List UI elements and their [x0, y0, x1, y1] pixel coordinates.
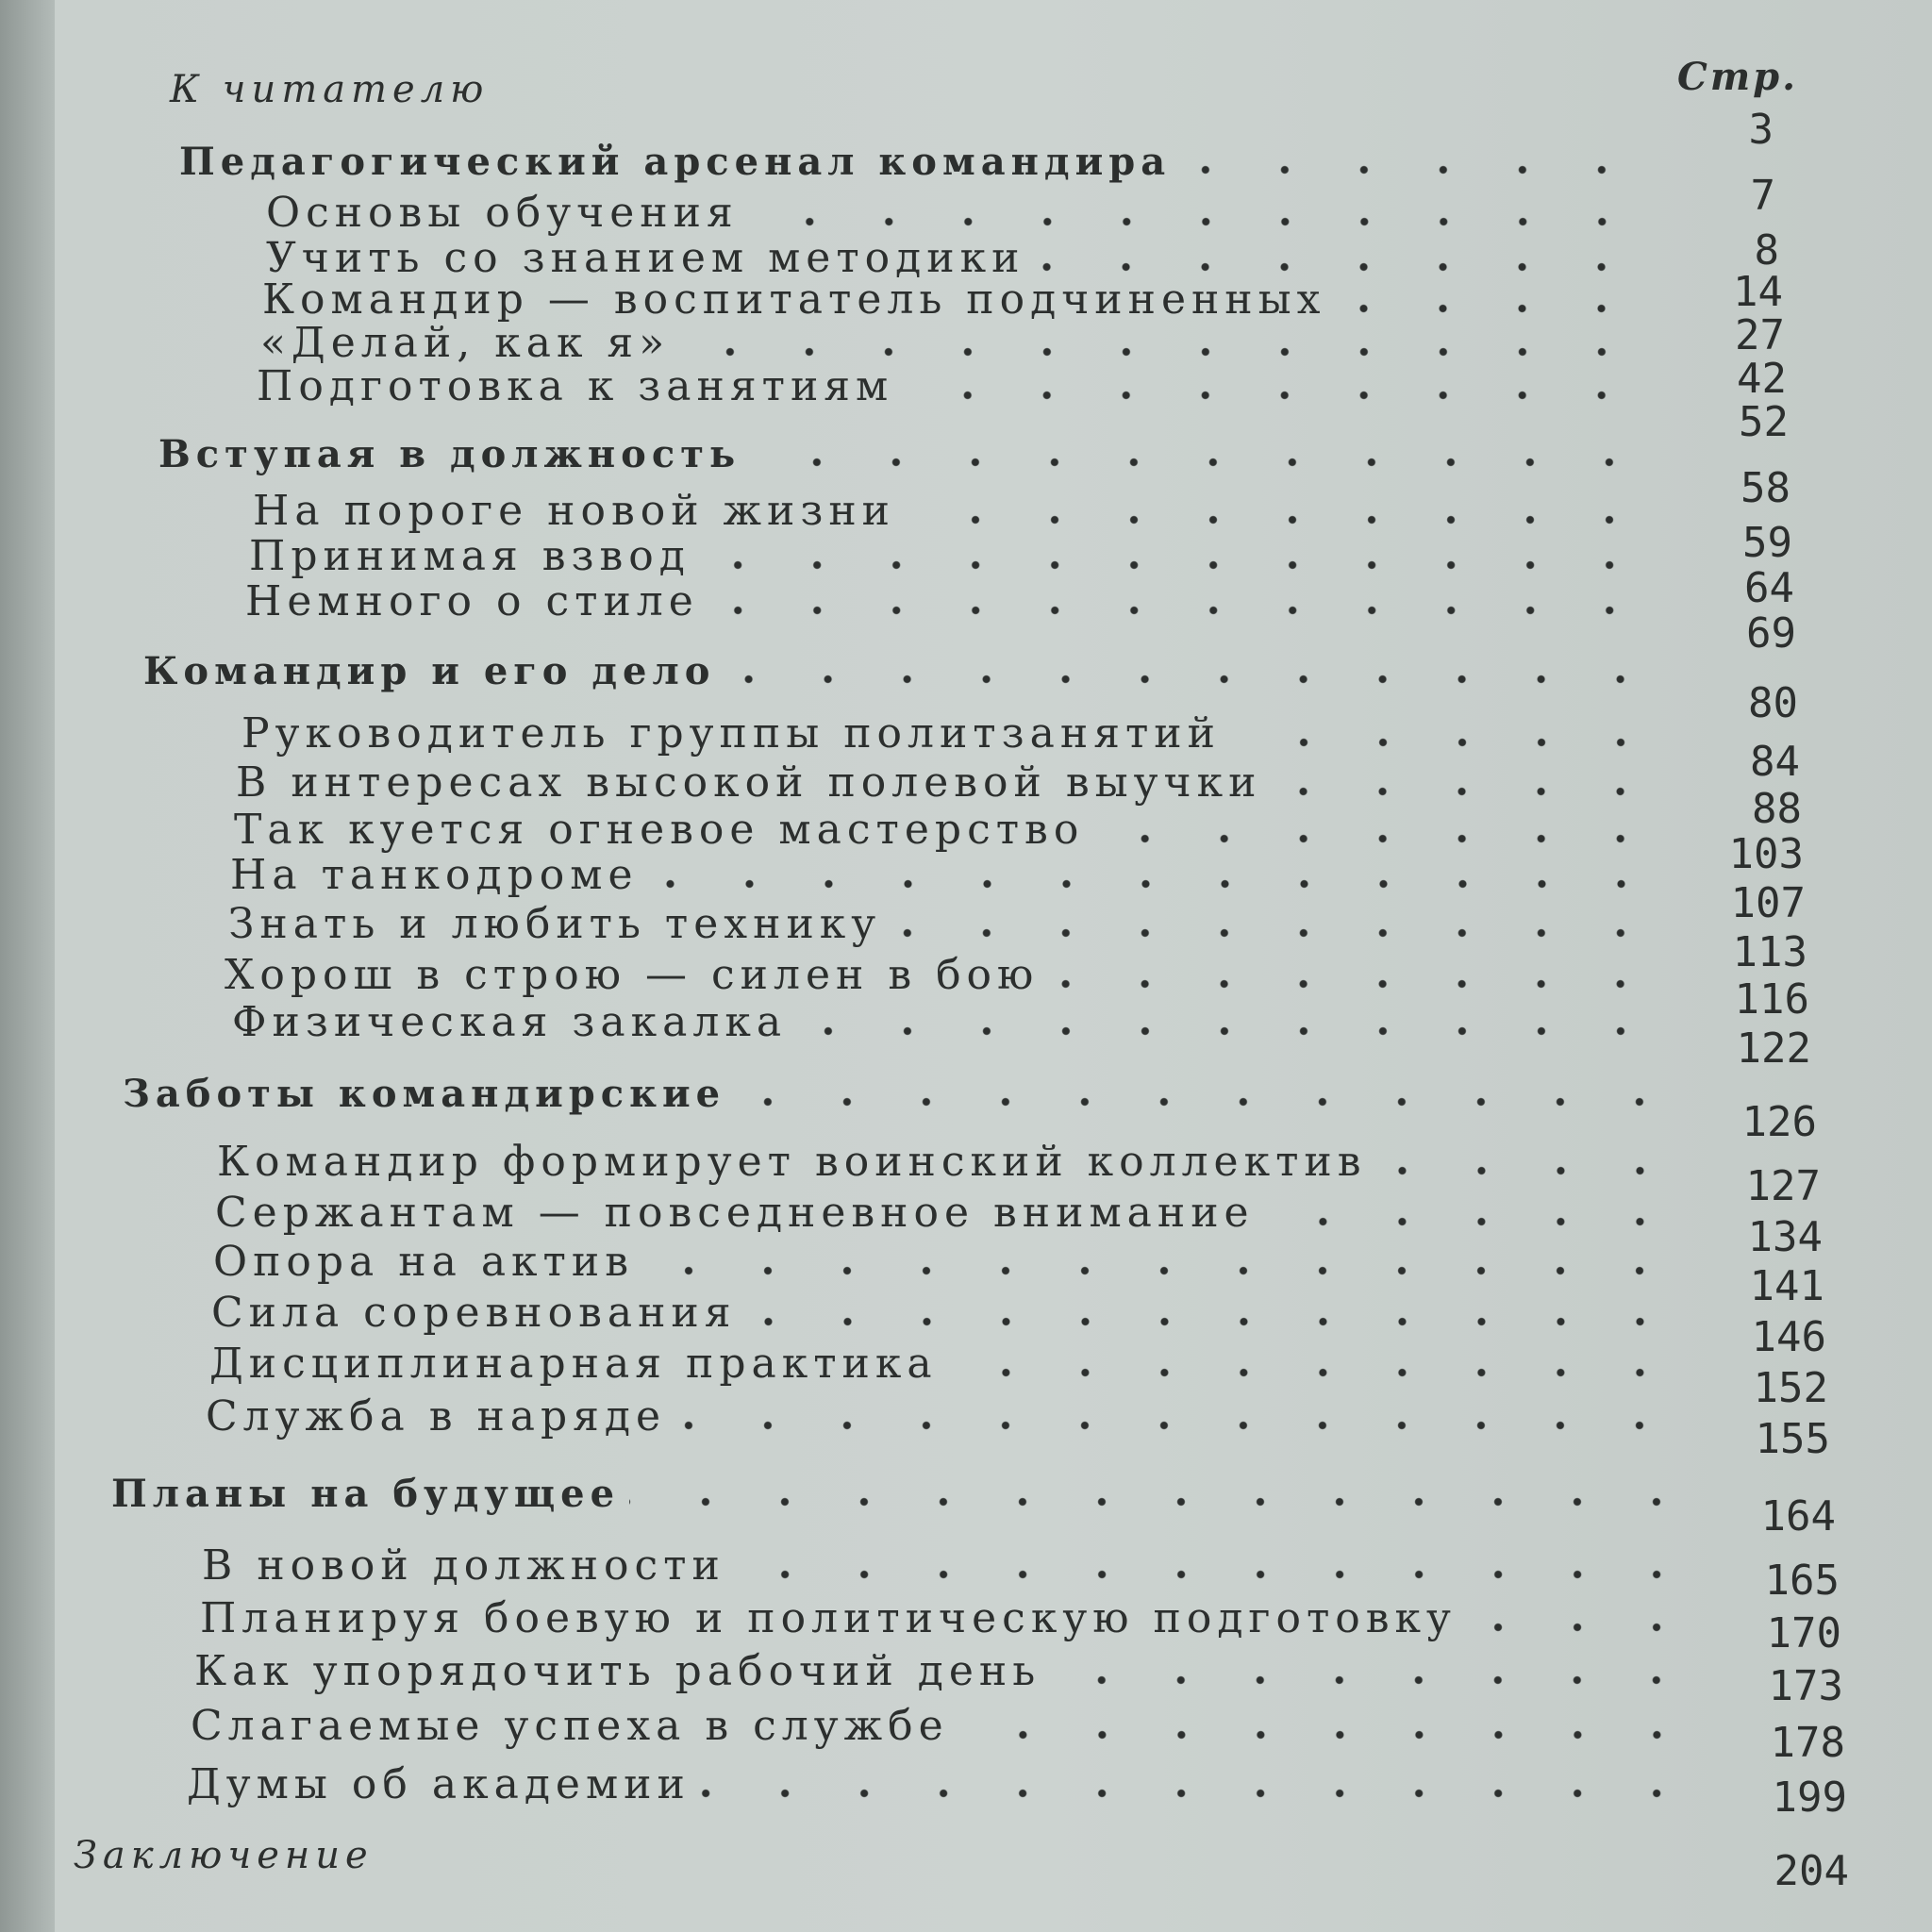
dot-leader — [750, 458, 1649, 467]
toc-section — [234, 806, 1670, 854]
toc-entry-title: На пороге новой жизни — [253, 487, 895, 535]
toc-section — [245, 577, 1658, 625]
toc-section — [257, 362, 1651, 410]
page-number: 103 — [1728, 830, 1804, 878]
page-number: 165 — [1764, 1557, 1840, 1605]
dot-leader — [675, 1421, 1679, 1430]
toc-chapter — [179, 140, 1651, 184]
dot-leader — [643, 1266, 1679, 1275]
page-number: 155 — [1755, 1415, 1830, 1463]
toc-section — [202, 1541, 1706, 1590]
dot-leader — [891, 928, 1660, 938]
page-number: 199 — [1772, 1774, 1847, 1822]
dot-leader — [700, 560, 1649, 570]
page-number: 27 — [1735, 311, 1785, 359]
toc-entry-title: Хорош в строю — силен в бою — [225, 951, 1040, 999]
toc-chapter — [158, 432, 1658, 476]
dot-leader — [1048, 979, 1660, 989]
page-number: 127 — [1745, 1162, 1821, 1210]
toc-entry-title: Опора на актив — [213, 1238, 634, 1286]
toc-section — [187, 1760, 1706, 1808]
page-number: 173 — [1768, 1662, 1843, 1710]
page-number: 69 — [1746, 609, 1796, 658]
toc-section — [200, 1594, 1706, 1642]
toc-entry-title: Сержантам — повседневное внимание — [215, 1189, 1255, 1237]
toc-entry-title: Физическая закалка — [232, 998, 788, 1046]
toc-chapter — [143, 649, 1670, 693]
toc-section — [232, 998, 1670, 1046]
toc-section — [217, 1138, 1689, 1186]
page-number: 3 — [1748, 106, 1774, 154]
dot-leader — [1264, 1217, 1679, 1226]
page-number: 170 — [1766, 1609, 1841, 1657]
toc-chapter — [123, 1072, 1689, 1116]
dot-leader — [629, 1497, 1696, 1507]
toc-section — [194, 1647, 1706, 1695]
page-number: 64 — [1744, 564, 1794, 612]
page-number: 134 — [1747, 1213, 1823, 1261]
toc-entry-title: На танкодроме — [230, 851, 639, 899]
page-number: 204 — [1774, 1847, 1849, 1895]
dot-leader — [746, 1317, 1679, 1326]
page-number: 122 — [1736, 1024, 1811, 1073]
toc-section — [213, 1238, 1689, 1286]
dot-leader — [947, 1368, 1679, 1377]
dot-leader — [748, 217, 1641, 226]
dot-leader — [735, 1570, 1696, 1579]
toc-entry-title: Дисциплинарная практика — [209, 1340, 938, 1388]
toc-entry-title: Принимая взвод — [249, 532, 691, 580]
toc-entry-title: Думы об академии — [187, 1760, 691, 1808]
page-number: 14 — [1733, 268, 1783, 316]
toc-section — [262, 275, 1651, 324]
toc-section — [242, 709, 1670, 758]
page-number: 88 — [1752, 785, 1802, 833]
dot-leader — [1271, 787, 1660, 796]
dot-leader — [648, 879, 1661, 889]
toc-entry-title: Заключение — [74, 1834, 374, 1877]
dot-leader — [905, 515, 1649, 525]
page-number: 116 — [1734, 975, 1809, 1024]
toc-section — [253, 487, 1658, 535]
toc-section — [211, 1289, 1689, 1337]
toc-entry-title: Знать и любить технику — [228, 900, 882, 948]
toc-entry-title: Слагаемые успеха в службе — [191, 1702, 949, 1750]
page-number: 58 — [1740, 464, 1790, 512]
toc-entry-title: Учить со знанием методики — [266, 234, 1025, 282]
page-number: 126 — [1741, 1098, 1817, 1146]
dot-leader — [796, 1026, 1660, 1036]
toc-entry-title: Сила соревнования — [211, 1289, 737, 1337]
toc-section — [260, 319, 1651, 367]
toc-entry-title: Немного о стиле — [245, 577, 699, 625]
toc-entry-title: Так куется огневое мастерство — [234, 806, 1085, 854]
toc-entry-title: Планы на будущее — [111, 1472, 621, 1516]
toc-entry-conclusion — [74, 1834, 1206, 1877]
page-number: 84 — [1750, 738, 1800, 786]
page-number: 152 — [1753, 1364, 1828, 1412]
page-column-header: Стр. — [1677, 55, 1799, 99]
toc-entry-title: Основы обучения — [266, 189, 739, 237]
toc-entry-title: Командир — воспитатель подчиненных — [262, 275, 1326, 324]
toc-entry-title: Вступая в должность — [158, 432, 741, 476]
toc-section — [230, 851, 1670, 899]
toc-section — [215, 1189, 1689, 1237]
toc-section — [266, 189, 1651, 237]
toc-entry-title: Служба в наряде — [206, 1392, 667, 1441]
toc-section — [206, 1392, 1689, 1441]
dot-leader — [1376, 1166, 1679, 1175]
dot-leader — [1466, 1623, 1696, 1632]
page-number: 178 — [1770, 1719, 1845, 1767]
toc-section — [236, 758, 1670, 807]
page-number: 59 — [1742, 519, 1792, 567]
dot-leader — [1180, 165, 1641, 175]
toc-entry-title: Руководитель группы политзанятий — [242, 709, 1221, 758]
page-number: 164 — [1760, 1492, 1836, 1541]
dot-leader — [679, 347, 1641, 357]
page-number: 107 — [1730, 879, 1806, 927]
toc-entry-title: Планируя боевую и политическую подготовку — [200, 1594, 1457, 1642]
dot-leader — [1034, 262, 1641, 272]
dot-leader — [1335, 304, 1641, 313]
page-number: 8 — [1754, 226, 1779, 275]
toc-entry-title: В интересах высокой полевой выучки — [236, 758, 1262, 807]
dot-leader — [1093, 834, 1660, 843]
page-number: 52 — [1739, 398, 1789, 446]
toc-section — [228, 900, 1670, 948]
dot-leader — [903, 391, 1641, 400]
dot-leader — [700, 1789, 1696, 1798]
toc-entry-title: Командир формирует воинский коллектив — [217, 1138, 1367, 1186]
toc-entry-title: В новой должности — [202, 1541, 725, 1590]
toc-section — [225, 951, 1670, 999]
page-number: 42 — [1737, 355, 1787, 403]
page-number: 146 — [1751, 1313, 1826, 1361]
toc-chapter — [111, 1472, 1706, 1516]
dot-leader — [1230, 738, 1660, 747]
toc-entry-title: К читателю — [170, 68, 490, 111]
toc-entry-title: Как упорядочить рабочий день — [194, 1647, 1041, 1695]
toc-section — [249, 532, 1658, 580]
dot-leader — [735, 1097, 1679, 1107]
toc-entry-title: «Делай, как я» — [260, 319, 671, 367]
dot-leader — [1050, 1675, 1696, 1685]
dot-leader — [958, 1730, 1696, 1740]
dot-leader — [708, 606, 1649, 615]
page-number: 113 — [1732, 928, 1807, 976]
page-number: 80 — [1748, 679, 1798, 727]
toc-entry-title: Подготовка к занятиям — [257, 362, 894, 410]
toc-section — [191, 1702, 1706, 1750]
page-number: 7 — [1750, 172, 1775, 220]
dot-leader — [724, 675, 1660, 684]
toc-entry-title: Педагогический арсенал командира — [179, 140, 1172, 184]
page-number: 141 — [1749, 1262, 1824, 1310]
toc-section — [209, 1340, 1689, 1388]
toc-entry-title: Заботы командирские — [123, 1072, 726, 1116]
toc-entry-title: Командир и его дело — [143, 649, 716, 693]
toc-entry-intro — [170, 68, 1302, 111]
